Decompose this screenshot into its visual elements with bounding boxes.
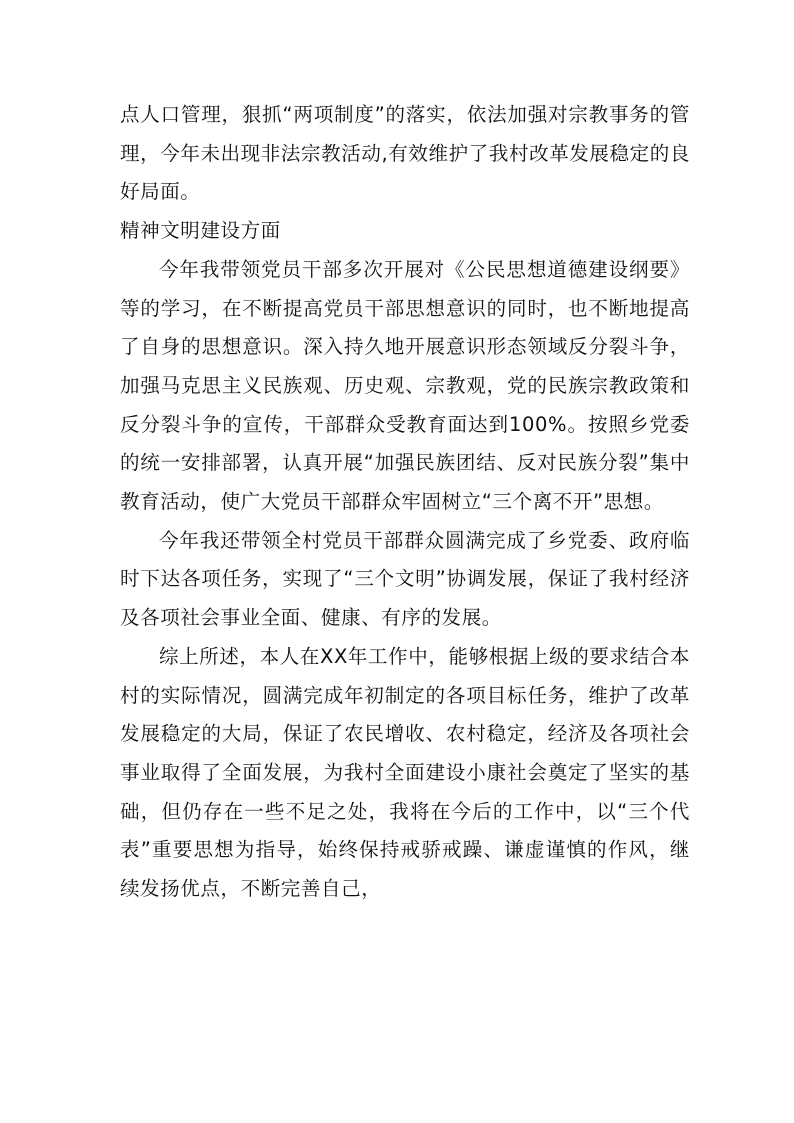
paragraph-summary: 综上所述，本人在XX年工作中，能够根据上级的要求结合本村的实际情况，圆满完成年初制定的各项目标任务，维护了改革发展稳定的大局，保证了农民增收、农村稳定，经济及各项社会事业取得了全面发展，为我村全面建设小康社会奠定了坚实的基础，但仍存在一些不足之处，我将在今后的工作中，以“三个代表”重要思想为指导，始终保持戒骄戒躁、谦虚谨慎的作风，继续发扬优点，不断完善自己， bbox=[120, 644, 690, 901]
paragraph-ideology-study: 今年我带领党员干部多次开展对《公民思想道德建设纲要》等的学习，在不断提高党员干部思想意识的同时，也不断地提高了自身的思想意识。深入持久地开展意识形态领域反分裂斗争，加强马克思主义民族观、历史观、宗教观，党的民族宗教政策和反分裂斗争的宣传，干部群众受教育面达到100%。按照乡党委的统一安排部署，认真开展“加强民族团结、反对民族分裂”集中教育活动，使广大党员干部群众牢固树立“三个离不开”思想。 bbox=[120, 257, 690, 514]
document-body bbox=[120, 96, 690, 909]
paragraph-task-completion: 今年我还带领全村党员干部群众圆满完成了乡党委、政府临时下达各项任务，实现了“三个文明”协调发展，保证了我村经济及各项社会事业全面、健康、有序的发展。 bbox=[120, 528, 690, 630]
paragraph-continuation: 点人口管理，狠抓“两项制度”的落实，依法加强对宗教事务的管理，今年未出现非法宗教活动,有效维护了我村改革发展稳定的良好局面。 bbox=[120, 103, 690, 204]
section-heading-spiritual-civilization: 精神文明建设方面 bbox=[120, 219, 281, 243]
